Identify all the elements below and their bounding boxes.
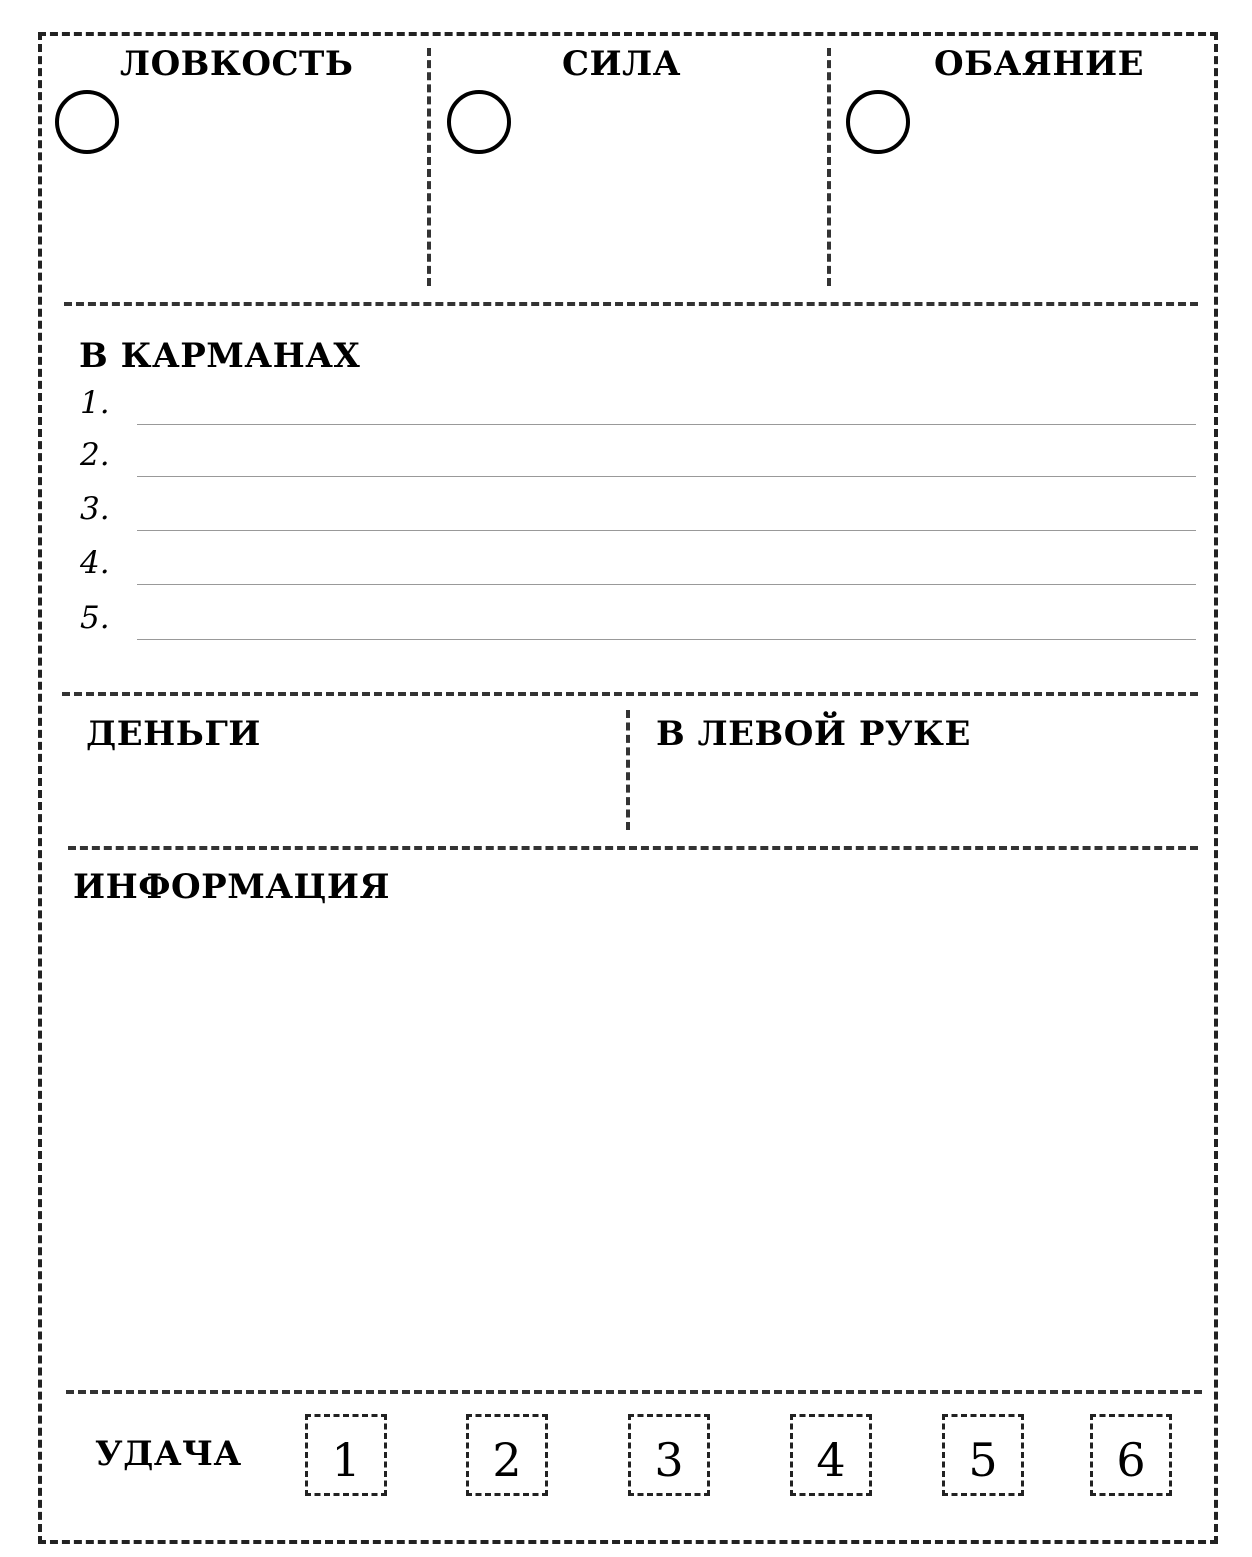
- stat-circle-dexterity[interactable]: [55, 90, 119, 154]
- luck-box-4[interactable]: 4: [790, 1414, 872, 1496]
- pocket-item-number: 4.: [80, 545, 110, 581]
- pocket-item-line: [137, 639, 1196, 640]
- info-title: ИНФОРМАЦИЯ: [73, 867, 390, 907]
- pocket-item-number: 5.: [80, 600, 110, 636]
- stat-circle-strength[interactable]: [447, 90, 511, 154]
- pocket-item-line: [137, 424, 1196, 425]
- luck-box-1[interactable]: 1: [305, 1414, 387, 1496]
- luck-box-3[interactable]: 3: [628, 1414, 710, 1496]
- stat-label-charm: ОБАЯНИЕ: [934, 44, 1145, 84]
- pocket-item-line: [137, 584, 1196, 585]
- section-divider-stats: [64, 302, 1198, 306]
- section-divider-hands: [68, 846, 1198, 850]
- stats-divider-1: [427, 48, 431, 286]
- section-divider-pockets: [62, 692, 1198, 696]
- pocket-item[interactable]: [80, 437, 1196, 477]
- stat-label-strength: СИЛА: [562, 44, 681, 84]
- money-title: ДЕНЬГИ: [86, 714, 261, 754]
- pockets-title: В КАРМАНАХ: [79, 336, 361, 376]
- pocket-item-number: 1.: [80, 385, 110, 421]
- pocket-item-number: 3.: [80, 491, 110, 527]
- luck-box-6[interactable]: 6: [1090, 1414, 1172, 1496]
- pocket-item-number: 2.: [80, 437, 110, 473]
- section-divider-info: [66, 1390, 1202, 1394]
- money-divider: [626, 710, 630, 830]
- pocket-item[interactable]: [80, 385, 1196, 425]
- stats-divider-2: [827, 48, 831, 286]
- pocket-item-line: [137, 530, 1196, 531]
- luck-box-5[interactable]: 5: [942, 1414, 1024, 1496]
- pocket-item[interactable]: [80, 600, 1196, 640]
- info-field[interactable]: [70, 915, 1190, 1375]
- left-hand-field[interactable]: [650, 760, 1190, 830]
- money-field[interactable]: [70, 760, 610, 830]
- stat-circle-charm[interactable]: [846, 90, 910, 154]
- stat-label-dexterity: ЛОВКОСТЬ: [120, 44, 354, 84]
- pocket-item-line: [137, 476, 1196, 477]
- pocket-item[interactable]: [80, 545, 1196, 585]
- pocket-item[interactable]: [80, 491, 1196, 531]
- left-hand-title: В ЛЕВОЙ РУКЕ: [656, 714, 971, 754]
- luck-title: УДАЧА: [95, 1434, 242, 1474]
- luck-box-2[interactable]: 2: [466, 1414, 548, 1496]
